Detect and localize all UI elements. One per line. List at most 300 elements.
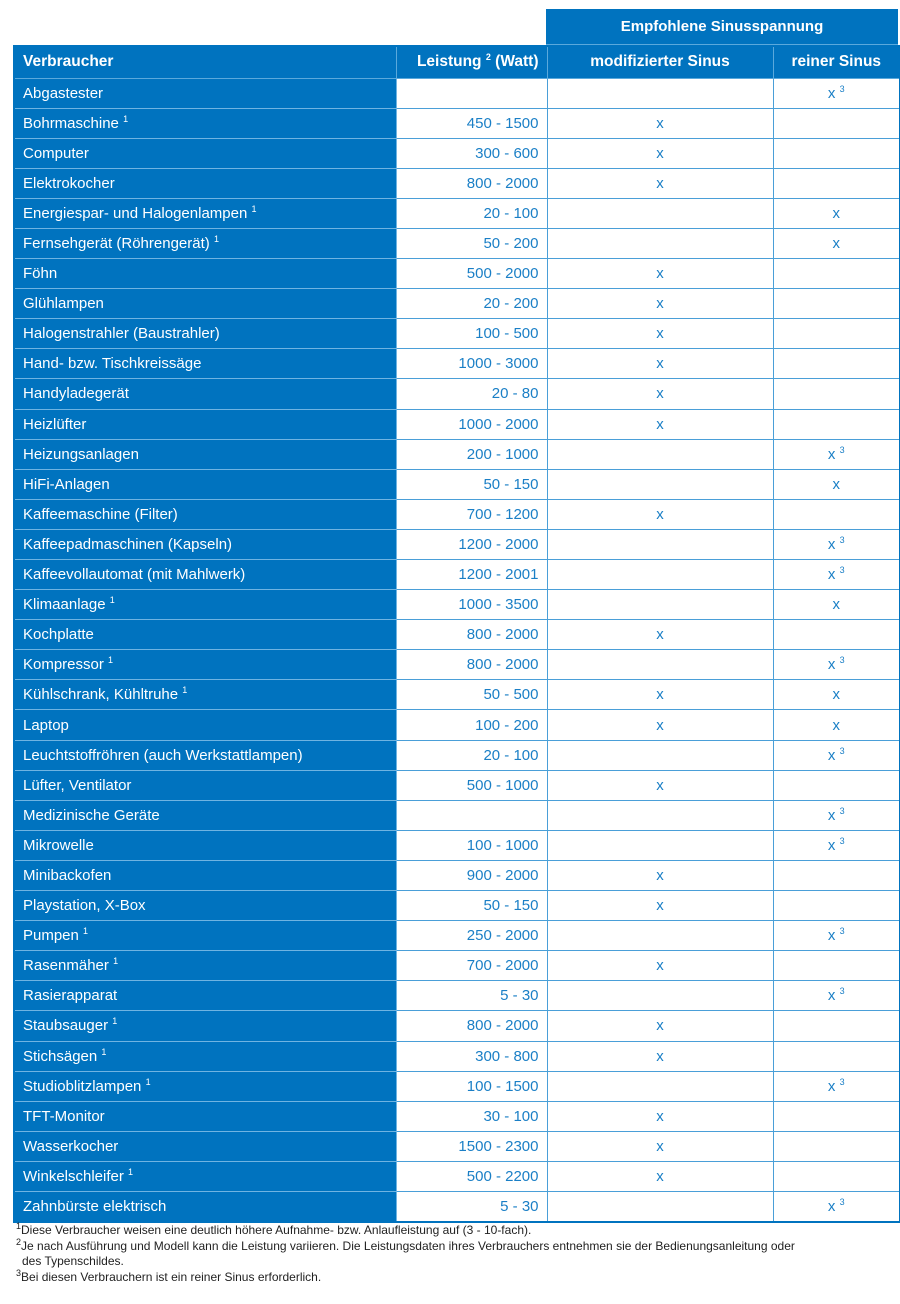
consumer-name: HiFi-Anlagen xyxy=(23,475,110,493)
power-cell xyxy=(396,78,547,108)
modified-sine-cell xyxy=(547,349,773,379)
modified-sine-cell xyxy=(547,800,773,830)
consumer-name-cell xyxy=(14,1011,396,1041)
table-row xyxy=(14,228,900,258)
pure-sine-cell xyxy=(773,590,900,620)
footnotes xyxy=(16,1223,886,1285)
power-value: 30 - 100 xyxy=(483,1107,539,1125)
consumer-name-cell xyxy=(14,78,396,108)
power-value: 100 - 500 xyxy=(475,325,539,343)
consumer-name: Klimaanlage xyxy=(23,596,106,614)
power-value: 900 - 2000 xyxy=(466,866,539,884)
modified-sine-mark: x xyxy=(656,144,664,162)
footnote-text: Diese Verbraucher weisen eine deutlich höhere Aufnahme- bzw. Anlaufleistung auf (3 - 10-fach). xyxy=(21,1223,532,1237)
table-row xyxy=(14,560,900,590)
footnote-ref: 1 xyxy=(112,1016,118,1027)
modified-sine-mark: x xyxy=(656,1167,664,1185)
pure-sine-cell xyxy=(773,228,900,258)
modified-sine-cell xyxy=(547,1161,773,1191)
table-row xyxy=(14,469,900,499)
pure-sine-cell xyxy=(773,921,900,951)
power-value: 20 - 100 xyxy=(483,746,539,764)
consumer-name: Leuchtstoffröhren (auch Werkstattlampen) xyxy=(23,746,303,764)
pure-sine-cell xyxy=(773,560,900,590)
table-row xyxy=(14,590,900,620)
table-row xyxy=(14,1131,900,1161)
power-cell xyxy=(396,198,547,228)
pure-sine-cell xyxy=(773,770,900,800)
power-value: 300 - 600 xyxy=(475,144,539,162)
consumer-name: Fernsehgerät (Röhrengerät) xyxy=(23,235,210,253)
consumer-name-cell xyxy=(14,168,396,198)
power-cell xyxy=(396,529,547,559)
power-cell xyxy=(396,560,547,590)
power-value: 50 - 150 xyxy=(483,475,539,493)
pure-sine-cell xyxy=(773,138,900,168)
pure-sine-cell xyxy=(773,830,900,860)
table-row xyxy=(14,740,900,770)
consumer-name: Winkelschleifer xyxy=(23,1167,124,1185)
pure-sine-cell xyxy=(773,1101,900,1131)
power-cell xyxy=(396,951,547,981)
consumer-name: Abgastester xyxy=(23,84,104,102)
consumer-name-cell xyxy=(14,951,396,981)
consumer-name: Glühlampen xyxy=(23,295,104,313)
footnote-ref: 1 xyxy=(182,685,188,696)
footnote-text: Je nach Ausführung und Modell kann die Leistung variieren. Die Leistungsdaten ihres Verbrauchers entnehmen sie der Bedienungsanleitung oder xyxy=(21,1238,795,1253)
consumer-name: Heizungsanlagen xyxy=(23,445,139,463)
power-cell xyxy=(396,1131,547,1161)
power-value: 50 - 150 xyxy=(483,897,539,915)
pure-sine-cell xyxy=(773,108,900,138)
modified-sine-cell xyxy=(547,259,773,289)
modified-sine-cell xyxy=(547,1131,773,1161)
table-row xyxy=(14,379,900,409)
modified-sine-cell xyxy=(547,1011,773,1041)
table-header-row xyxy=(14,46,900,78)
table-row xyxy=(14,710,900,740)
footnote-ref: 3 xyxy=(839,565,845,576)
consumer-name-cell xyxy=(14,740,396,770)
power-value: 500 - 2000 xyxy=(466,265,539,283)
pure-sine-mark: x xyxy=(832,204,840,222)
table-row xyxy=(14,198,900,228)
pure-sine-cell xyxy=(773,409,900,439)
table-row xyxy=(14,529,900,559)
modified-sine-cell xyxy=(547,228,773,258)
power-cell xyxy=(396,710,547,740)
pure-sine-cell xyxy=(773,168,900,198)
consumer-name-cell xyxy=(14,650,396,680)
power-value: 800 - 2000 xyxy=(466,174,539,192)
consumer-table xyxy=(13,45,900,1223)
modified-sine-mark: x xyxy=(656,866,664,884)
table-row xyxy=(14,650,900,680)
pure-sine-cell xyxy=(773,439,900,469)
table-row xyxy=(14,770,900,800)
table-row xyxy=(14,1041,900,1071)
pure-sine-cell xyxy=(773,469,900,499)
footnote-ref: 3 xyxy=(839,655,845,666)
table-row xyxy=(14,951,900,981)
modified-sine-cell xyxy=(547,981,773,1011)
consumer-name: TFT-Monitor xyxy=(23,1107,105,1125)
power-value: 200 - 1000 xyxy=(466,445,539,463)
power-cell xyxy=(396,921,547,951)
pure-sine-cell xyxy=(773,1011,900,1041)
consumer-name-cell xyxy=(14,319,396,349)
consumer-name: Stichsägen xyxy=(23,1047,98,1065)
pure-sine-mark: x xyxy=(832,475,840,493)
footnote-2-continued: des Typenschildes. xyxy=(22,1254,124,1268)
footnote-ref: 1 xyxy=(251,203,257,214)
footnote-ref: 3 xyxy=(839,534,845,545)
table-row xyxy=(14,259,900,289)
modified-sine-mark: x xyxy=(656,776,664,794)
power-cell xyxy=(396,1071,547,1101)
footnote-number: 1 xyxy=(16,1221,22,1231)
column-header-leistung-label: Leistung xyxy=(416,53,482,71)
power-cell xyxy=(396,228,547,258)
power-cell xyxy=(396,1161,547,1191)
power-cell xyxy=(396,981,547,1011)
consumer-name: Handyladegerät xyxy=(23,385,129,403)
modified-sine-mark: x xyxy=(656,385,664,403)
power-value: 1500 - 2300 xyxy=(458,1137,539,1155)
pure-sine-cell xyxy=(773,499,900,529)
footnote-ref: 3 xyxy=(839,926,845,937)
power-cell xyxy=(396,860,547,890)
table-row xyxy=(14,891,900,921)
column-header-reiner-sinus: reiner Sinus xyxy=(773,46,900,78)
consumer-name-cell xyxy=(14,469,396,499)
pure-sine-mark: x xyxy=(827,927,836,945)
modified-sine-cell xyxy=(547,891,773,921)
power-value: 20 - 200 xyxy=(483,295,539,313)
pure-sine-cell xyxy=(773,1191,900,1221)
table-row xyxy=(14,1011,900,1041)
modified-sine-cell xyxy=(547,951,773,981)
consumer-name-cell xyxy=(14,891,396,921)
power-cell xyxy=(396,891,547,921)
power-value: 1000 - 2000 xyxy=(458,415,539,433)
consumer-name: Computer xyxy=(23,144,89,162)
power-value: 1200 - 2000 xyxy=(458,535,539,553)
power-value: 5 - 30 xyxy=(500,1197,539,1215)
modified-sine-cell xyxy=(547,590,773,620)
modified-sine-cell xyxy=(547,1101,773,1131)
footnote-ref: 3 xyxy=(839,745,845,756)
modified-sine-mark: x xyxy=(656,174,664,192)
footnote-ref: 1 xyxy=(145,1076,151,1087)
consumer-name: Staubsauger xyxy=(23,1017,109,1035)
pure-sine-cell xyxy=(773,860,900,890)
modified-sine-cell xyxy=(547,1191,773,1221)
consumer-name-cell xyxy=(14,921,396,951)
consumer-name-cell xyxy=(14,529,396,559)
modified-sine-cell xyxy=(547,108,773,138)
power-value: 100 - 1500 xyxy=(466,1077,539,1095)
modified-sine-mark: x xyxy=(656,1137,664,1155)
footnote-ref: 1 xyxy=(109,595,115,606)
modified-sine-mark: x xyxy=(656,1017,664,1035)
consumer-name-cell xyxy=(14,1161,396,1191)
power-cell xyxy=(396,1041,547,1071)
power-value: 800 - 2000 xyxy=(466,626,539,644)
table-row xyxy=(14,830,900,860)
footnote-ref: 1 xyxy=(113,956,119,967)
modified-sine-mark: x xyxy=(656,626,664,644)
pure-sine-mark: x xyxy=(827,535,836,553)
consumer-name: Kaffeepadmaschinen (Kapseln) xyxy=(23,535,233,553)
pure-sine-cell xyxy=(773,1071,900,1101)
consumer-name-cell xyxy=(14,680,396,710)
power-value: 20 - 100 xyxy=(483,204,539,222)
power-cell xyxy=(396,680,547,710)
footnote-ref: 1 xyxy=(123,113,129,124)
modified-sine-mark: x xyxy=(656,295,664,313)
pure-sine-mark: x xyxy=(827,987,836,1005)
consumer-name: Lüfter, Ventilator xyxy=(23,776,132,794)
power-cell xyxy=(396,259,547,289)
consumer-name: Rasenmäher xyxy=(23,957,109,975)
pure-sine-cell xyxy=(773,289,900,319)
modified-sine-cell xyxy=(547,319,773,349)
pure-sine-mark: x xyxy=(827,1077,836,1095)
footnote-ref: 3 xyxy=(839,835,845,846)
consumer-name: Heizlüfter xyxy=(23,415,87,433)
table-row xyxy=(14,1071,900,1101)
modified-sine-cell xyxy=(547,770,773,800)
footnote-ref: 3 xyxy=(839,986,845,997)
modified-sine-cell xyxy=(547,78,773,108)
table-row xyxy=(14,289,900,319)
modified-sine-cell xyxy=(547,529,773,559)
power-value: 1000 - 3500 xyxy=(458,596,539,614)
power-value: 1200 - 2001 xyxy=(458,566,539,584)
consumer-name: Hand- bzw. Tischkreissäge xyxy=(23,355,202,373)
modified-sine-mark: x xyxy=(656,957,664,975)
consumer-name-cell xyxy=(14,1101,396,1131)
consumer-name-cell xyxy=(14,108,396,138)
footnote-ref: 3 xyxy=(839,805,845,816)
pure-sine-cell xyxy=(773,379,900,409)
power-cell xyxy=(396,409,547,439)
consumer-name-cell xyxy=(14,379,396,409)
power-cell xyxy=(396,439,547,469)
power-cell xyxy=(396,499,547,529)
modified-sine-mark: x xyxy=(656,716,664,734)
pure-sine-cell xyxy=(773,319,900,349)
table-row xyxy=(14,319,900,349)
modified-sine-mark: x xyxy=(656,355,664,373)
pure-sine-cell xyxy=(773,198,900,228)
modified-sine-mark: x xyxy=(656,325,664,343)
power-cell xyxy=(396,108,547,138)
consumer-name-cell xyxy=(14,1041,396,1071)
modified-sine-cell xyxy=(547,560,773,590)
power-cell xyxy=(396,469,547,499)
footnote-3 xyxy=(16,1267,886,1286)
power-value: 20 - 80 xyxy=(491,385,539,403)
pure-sine-mark: x xyxy=(832,716,840,734)
table-row xyxy=(14,921,900,951)
pure-sine-mark: x xyxy=(827,445,836,463)
consumer-name: Elektrokocher xyxy=(23,174,115,192)
footnote-ref: 1 xyxy=(108,655,114,666)
modified-sine-cell xyxy=(547,650,773,680)
table-row xyxy=(14,981,900,1011)
modified-sine-cell xyxy=(547,830,773,860)
consumer-name-cell xyxy=(14,1131,396,1161)
pure-sine-mark: x xyxy=(827,84,836,102)
table-row xyxy=(14,1161,900,1191)
consumer-name: Pumpen xyxy=(23,927,79,945)
modified-sine-cell xyxy=(547,860,773,890)
consumer-name: Medizinische Geräte xyxy=(23,806,160,824)
consumer-name: Mikrowelle xyxy=(23,836,94,854)
modified-sine-cell xyxy=(547,289,773,319)
power-value: 250 - 2000 xyxy=(466,927,539,945)
consumer-name-cell xyxy=(14,1191,396,1221)
table-row xyxy=(14,860,900,890)
pure-sine-cell xyxy=(773,951,900,981)
consumer-name-cell xyxy=(14,499,396,529)
power-cell xyxy=(396,830,547,860)
footnote-1 xyxy=(16,1223,886,1239)
column-header-leistung xyxy=(396,46,547,78)
pure-sine-cell xyxy=(773,529,900,559)
power-value: 50 - 200 xyxy=(483,235,539,253)
table-row xyxy=(14,800,900,830)
power-value: 700 - 1200 xyxy=(466,505,539,523)
pure-sine-mark: x xyxy=(827,1197,836,1215)
power-value: 450 - 1500 xyxy=(466,114,539,132)
modified-sine-cell xyxy=(547,379,773,409)
modified-sine-cell xyxy=(547,1041,773,1071)
pure-sine-cell xyxy=(773,1161,900,1191)
pure-sine-mark: x xyxy=(832,686,840,704)
group-header-sinusspannung: Empfohlene Sinusspannung xyxy=(546,9,898,45)
power-value: 300 - 800 xyxy=(475,1047,539,1065)
consumer-name: Rasierapparat xyxy=(23,987,118,1005)
consumer-name: Halogenstrahler (Baustrahler) xyxy=(23,325,220,343)
pure-sine-cell xyxy=(773,78,900,108)
modified-sine-cell xyxy=(547,740,773,770)
power-value: 700 - 2000 xyxy=(466,957,539,975)
modified-sine-cell xyxy=(547,499,773,529)
modified-sine-cell xyxy=(547,680,773,710)
consumer-name-cell xyxy=(14,770,396,800)
footnote-ref: 1 xyxy=(101,1046,107,1057)
pure-sine-mark: x xyxy=(827,806,836,824)
consumer-name-cell xyxy=(14,138,396,168)
table-row xyxy=(14,1101,900,1131)
pure-sine-cell xyxy=(773,1041,900,1071)
modified-sine-mark: x xyxy=(656,265,664,283)
table-row xyxy=(14,138,900,168)
consumer-name: Kühlschrank, Kühltruhe xyxy=(23,686,179,704)
pure-sine-mark: x xyxy=(832,235,840,253)
modified-sine-mark: x xyxy=(656,114,664,132)
table-row xyxy=(14,78,900,108)
modified-sine-cell xyxy=(547,138,773,168)
footnote-ref: 3 xyxy=(839,1076,845,1087)
footnote-ref: 1 xyxy=(128,1166,134,1177)
consumer-name-cell xyxy=(14,349,396,379)
consumer-name-cell xyxy=(14,860,396,890)
modified-sine-mark: x xyxy=(656,505,664,523)
power-cell xyxy=(396,138,547,168)
table-row xyxy=(14,108,900,138)
consumer-name-cell xyxy=(14,1071,396,1101)
pure-sine-cell xyxy=(773,800,900,830)
consumer-name-cell xyxy=(14,259,396,289)
power-cell xyxy=(396,590,547,620)
power-cell xyxy=(396,650,547,680)
pure-sine-cell xyxy=(773,891,900,921)
column-header-modifizierter-sinus: modifizierter Sinus xyxy=(547,46,773,78)
consumer-name: Laptop xyxy=(23,716,69,734)
pure-sine-cell xyxy=(773,710,900,740)
power-cell xyxy=(396,168,547,198)
footnote-2 xyxy=(16,1236,886,1255)
footnote-ref: 1 xyxy=(83,926,89,937)
consumer-name: Kaffeevollautomat (mit Mahlwerk) xyxy=(23,566,246,584)
footnote-text: Bei diesen Verbrauchern ist ein reiner Sinus erforderlich. xyxy=(21,1269,322,1284)
power-cell xyxy=(396,379,547,409)
power-value: 100 - 1000 xyxy=(466,836,539,854)
consumer-name-cell xyxy=(14,830,396,860)
footnote-ref: 1 xyxy=(213,234,219,245)
modified-sine-mark: x xyxy=(656,1107,664,1125)
column-header-leistung-unit: (Watt) xyxy=(495,53,539,71)
pure-sine-mark: x xyxy=(827,656,836,674)
power-value: 50 - 500 xyxy=(483,686,539,704)
consumer-name-cell xyxy=(14,620,396,650)
power-value: 500 - 2200 xyxy=(466,1167,539,1185)
consumer-name: Kompressor xyxy=(23,656,104,674)
footnote-ref: 3 xyxy=(839,1196,845,1207)
modified-sine-cell xyxy=(547,439,773,469)
consumer-name-cell xyxy=(14,710,396,740)
footnote-number: 2 xyxy=(16,1236,22,1247)
power-cell xyxy=(396,770,547,800)
consumer-name-cell xyxy=(14,560,396,590)
power-cell xyxy=(396,800,547,830)
footnote-number: 3 xyxy=(16,1267,22,1278)
pure-sine-cell xyxy=(773,650,900,680)
consumer-name-cell xyxy=(14,409,396,439)
table-row xyxy=(14,439,900,469)
power-cell xyxy=(396,349,547,379)
pure-sine-cell xyxy=(773,740,900,770)
modified-sine-cell xyxy=(547,469,773,499)
table-row xyxy=(14,499,900,529)
footnote-ref: 2 xyxy=(485,52,491,63)
modified-sine-cell xyxy=(547,620,773,650)
modified-sine-cell xyxy=(547,198,773,228)
table-row xyxy=(14,680,900,710)
pure-sine-cell xyxy=(773,349,900,379)
power-value: 800 - 2000 xyxy=(466,656,539,674)
consumer-name: Kochplatte xyxy=(23,626,94,644)
consumer-name-cell xyxy=(14,439,396,469)
pure-sine-cell xyxy=(773,981,900,1011)
footnote-ref: 3 xyxy=(839,444,845,455)
power-value: 800 - 2000 xyxy=(466,1017,539,1035)
power-cell xyxy=(396,319,547,349)
